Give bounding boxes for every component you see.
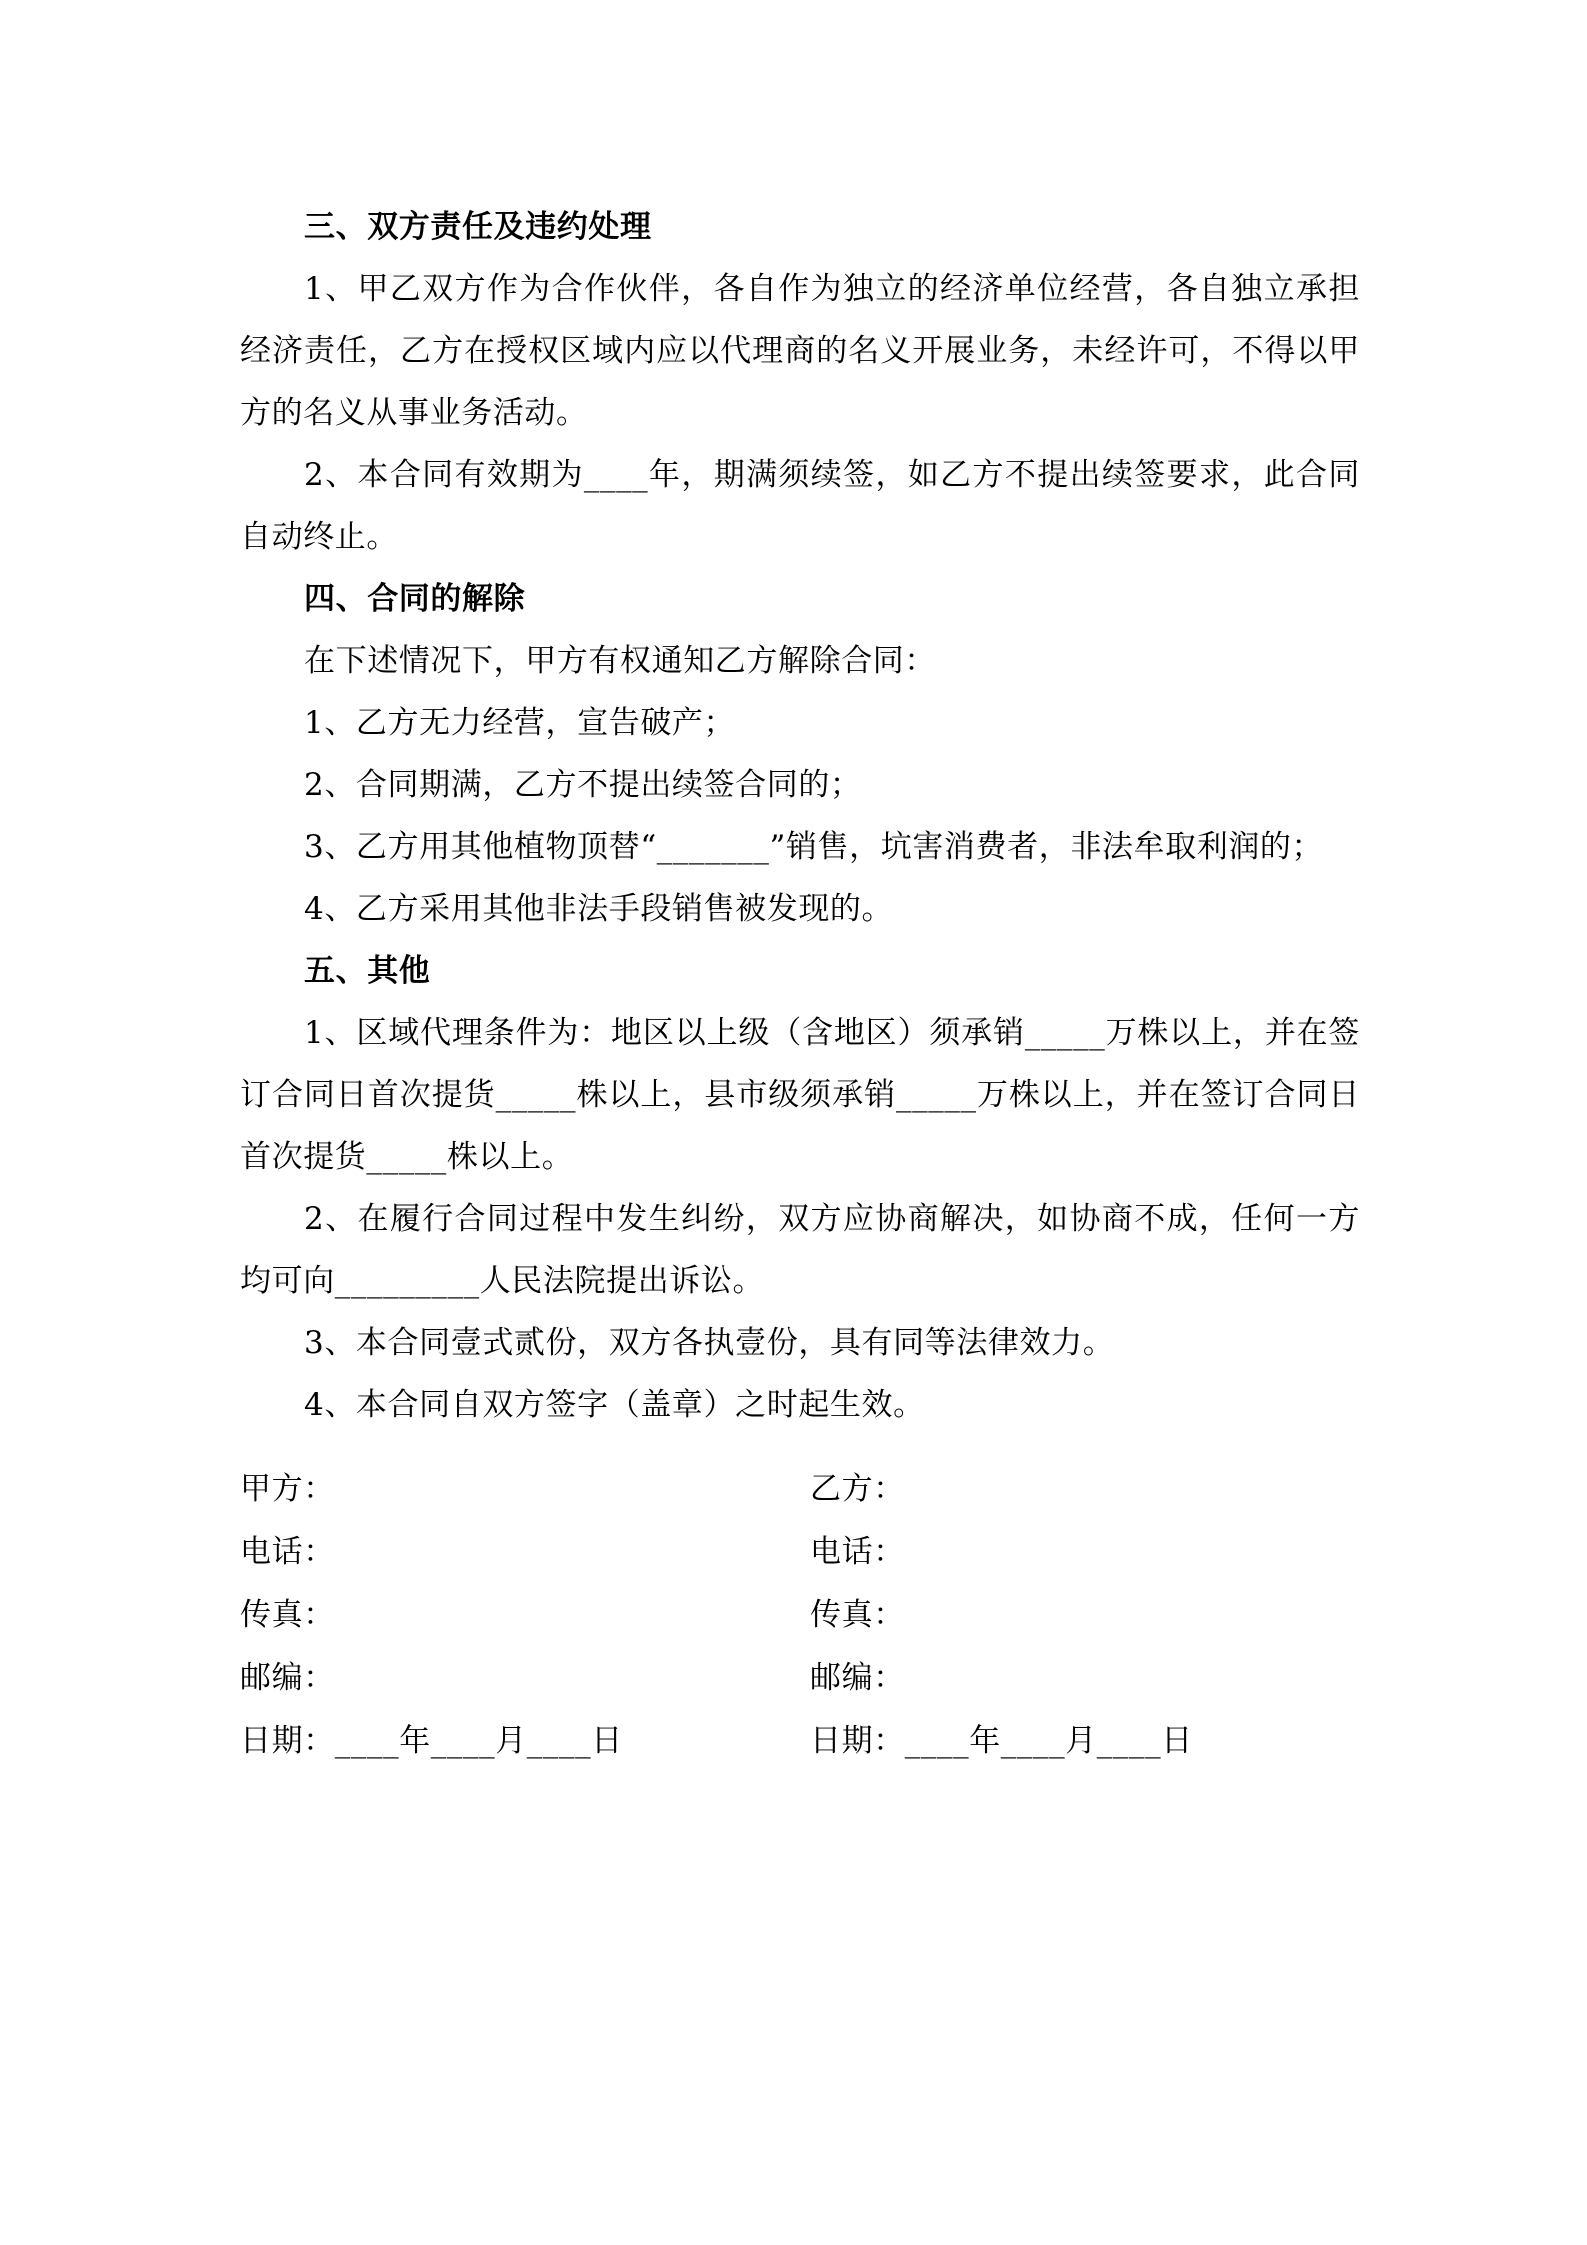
section-heading-4: 四、合同的解除 [304,581,526,617]
paragraph-line: 经济责任，乙方在授权区域内应以代理商的名义开展业务，未经许可，不得以甲 [240,333,1360,369]
party-a-fax: 传真： [240,1597,335,1633]
signature-row-postcode [240,1647,1360,1710]
paragraph-line: 首次提货_____株以上。 [240,1139,574,1175]
paragraph-line: 1、甲乙双方作为合作伙伴，各自作为独立的经济单位经营，各自独立承担 [304,271,1360,307]
party-b-fax: 传真： [810,1597,905,1633]
list-item: 1、乙方无力经营，宣告破产； [304,705,736,741]
paragraph-line: 在下述情况下，甲方有权通知乙方解除合同： [304,643,936,679]
signature-block [240,1458,1360,1773]
list-item: 3、乙方用其他植物顶替“_______”销售，坑害消费者，非法牟取利润的； [304,829,1324,865]
list-item: 2、合同期满，乙方不提出续签合同的； [304,767,862,803]
section-heading-3: 三、双方责任及违约处理 [304,209,652,245]
paragraph-line: 方的名义从事业务活动。 [240,395,588,431]
paragraph-line: 均可向_________人民法院提出诉讼。 [240,1263,765,1299]
party-b-postcode: 邮编： [810,1660,905,1696]
party-b-phone: 电话： [810,1534,905,1570]
signature-row-party [240,1458,1360,1521]
signature-row-fax [240,1584,1360,1647]
paragraph-line: 订合同日首次提货_____株以上，县市级须承销_____万株以上，并在签订合同日 [240,1077,1360,1113]
party-a-postcode: 邮编： [240,1660,335,1696]
contract-body [240,196,1360,1759]
list-item: 4、乙方采用其他非法手段销售被发现的。 [304,891,894,927]
signature-row-date [240,1710,1360,1773]
party-b-date: 日期：____年____月____日 [810,1723,1193,1759]
paragraph-line: 2、在履行合同过程中发生纠纷，双方应协商解决，如协商不成，任何一方 [304,1201,1360,1237]
party-b-label: 乙方： [810,1471,905,1507]
party-a-label: 甲方： [240,1471,335,1507]
paragraph-line: 2、本合同有效期为____年，期满须续签，如乙方不提出续签要求，此合同 [304,457,1360,493]
party-a-date: 日期：____年____月____日 [240,1723,623,1759]
paragraph-line: 3、本合同壹式贰份，双方各执壹份，具有同等法律效力。 [304,1325,1115,1361]
party-a-phone: 电话： [240,1534,335,1570]
paragraph-line: 4、本合同自双方签字（盖章）之时起生效。 [304,1387,925,1423]
signature-row-phone [240,1521,1360,1584]
section-heading-5: 五、其他 [304,953,431,989]
paragraph-line: 1、区域代理条件为：地区以上级（含地区）须承销_____万株以上，并在签 [304,1015,1360,1051]
paragraph-line: 自动终止。 [240,519,398,555]
